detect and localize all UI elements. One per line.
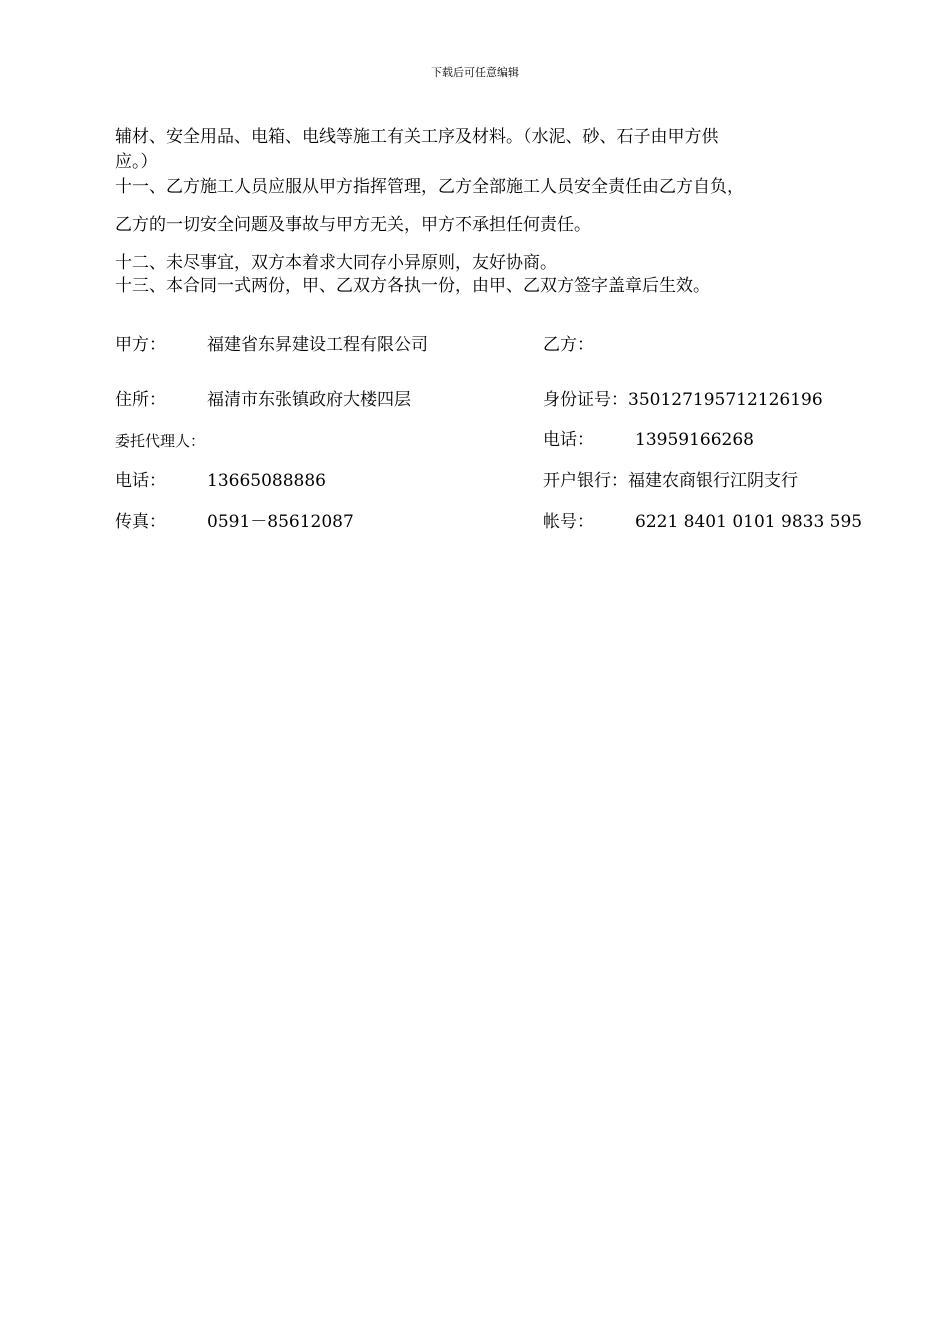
party-b-account-label: 帐号： bbox=[543, 512, 594, 532]
paragraph-line: 辅材、安全用品、电箱、电线等施工有关工序及材料。（水泥、砂、石子由甲方供 bbox=[115, 127, 719, 147]
party-a-fax-row bbox=[115, 511, 354, 533]
party-b-id-label: 身份证号： bbox=[543, 390, 628, 410]
party-a-name-value: 福建省东昇建设工程有限公司 bbox=[207, 335, 428, 355]
party-a-fax-value: 0591－85612087 bbox=[207, 512, 354, 532]
party-b-phone-row bbox=[543, 429, 754, 451]
paragraph-line: 应。） bbox=[115, 152, 158, 172]
party-a-agent-label: 委托代理人： bbox=[115, 432, 206, 450]
party-b-name-label: 乙方： bbox=[543, 335, 594, 355]
clause-13: 十三、本合同一式两份，甲、乙双方各执一份，由甲、乙双方签字盖章后生效。 bbox=[115, 276, 710, 296]
party-b-bank-value: 福建农商银行江阴支行 bbox=[628, 471, 798, 491]
party-a-address-label: 住所： bbox=[115, 390, 166, 410]
party-a-name-label: 甲方： bbox=[115, 335, 166, 355]
party-a-address-value: 福清市东张镇政府大楼四层 bbox=[207, 390, 411, 410]
party-a-agent-row bbox=[115, 430, 205, 452]
party-a-name-row bbox=[115, 334, 428, 356]
party-b-account-value: 6221 8401 0101 9833 595 bbox=[635, 512, 863, 532]
party-a-phone-row bbox=[115, 470, 326, 492]
clause-12: 十二、未尽事宜，双方本着求大同存小异原则，友好协商。 bbox=[115, 253, 557, 273]
party-a-fax-label: 传真： bbox=[115, 512, 166, 532]
clause-11-line: 十一、乙方施工人员应服从甲方指挥管理，乙方全部施工人员安全责任由乙方自负， bbox=[115, 177, 744, 197]
party-b-id-row bbox=[543, 389, 823, 411]
party-b-bank-row bbox=[543, 470, 798, 492]
party-b-account-row bbox=[543, 511, 862, 533]
party-a-phone-value: 13665088886 bbox=[207, 471, 326, 491]
party-a-phone-label: 电话： bbox=[115, 471, 166, 491]
page-header: 下载后可任意编辑 bbox=[431, 66, 519, 79]
party-b-name-row bbox=[543, 334, 635, 356]
party-a-address-row bbox=[115, 389, 411, 411]
party-b-phone-value: 13959166268 bbox=[635, 430, 754, 450]
party-b-bank-label: 开户银行： bbox=[543, 471, 628, 491]
party-b-phone-label: 电话： bbox=[543, 430, 594, 450]
party-b-id-value: 350127195712126196 bbox=[628, 390, 823, 410]
clause-11-line: 乙方的一切安全问题及事故与甲方无关，甲方不承担任何责任。 bbox=[115, 215, 591, 235]
